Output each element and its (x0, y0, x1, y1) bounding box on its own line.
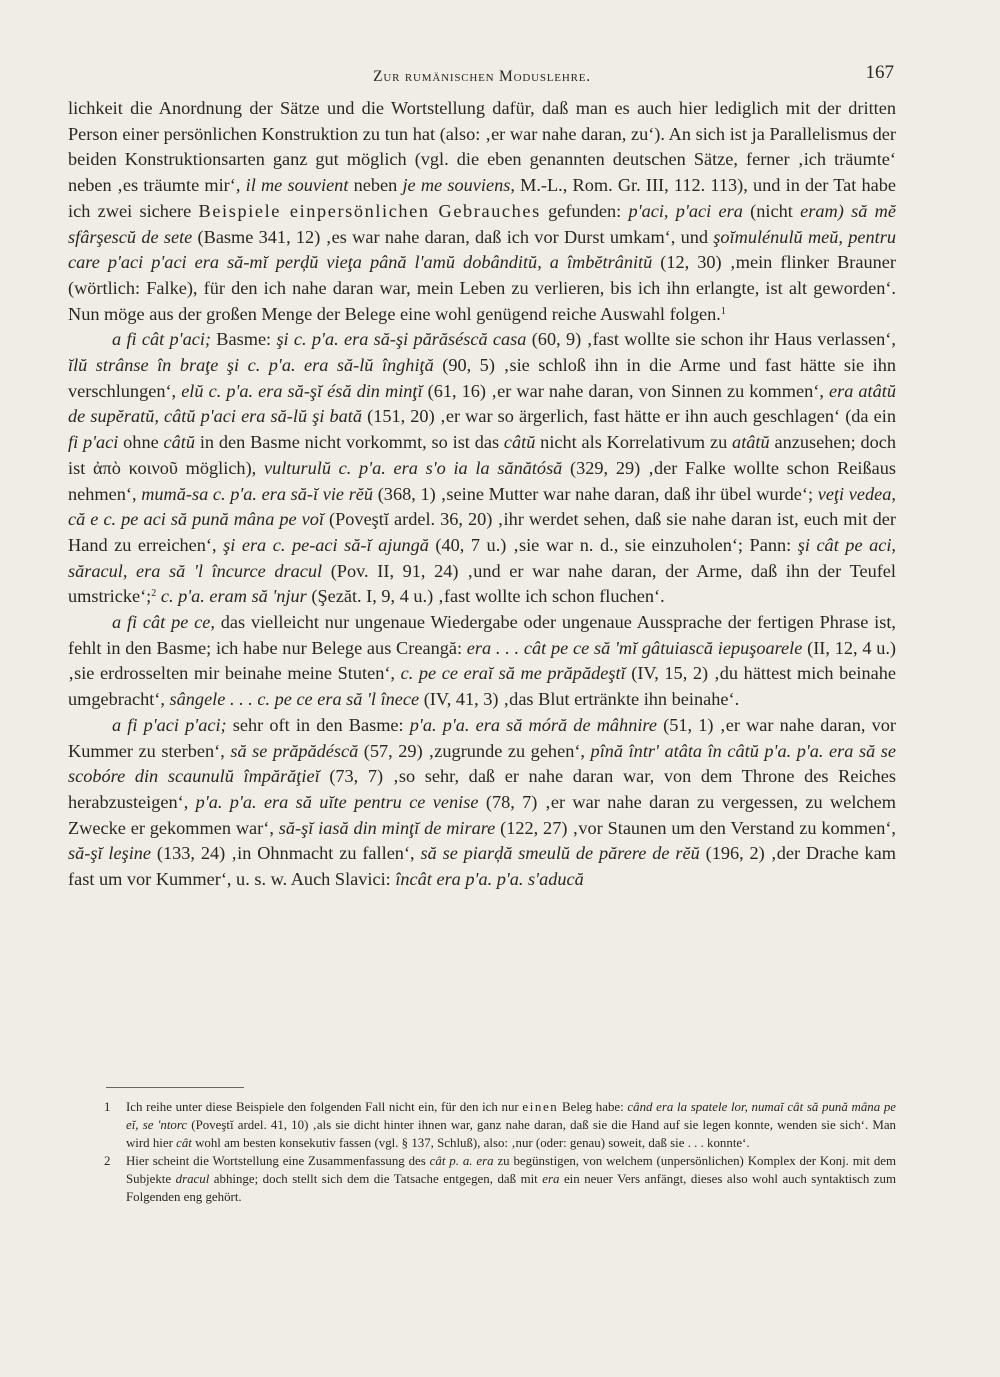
text-run: abhinge; doch stellt sich dem die Tatsache entgegen, daß mit (209, 1172, 543, 1186)
text-run: lichkeit die Anordnung der Sätze und die Wortstellung dafür, daß man es auch hier lediglich mit der dritten Person einer persönlichen Konstruktion zu tun hat (also: ‚er war nahe daran, zu‘). An sich ist ja Parallelismus der beiden Konstruktionsarten ganz gut möglich (vgl. die eben genannten deutschen Sätze, ferner ‚ich träumte‘ neben ‚es träumte mir‘, (68, 98, 896, 196)
italic-run: eram) să mĕ sfârşescŭ de sete (68, 200, 896, 247)
section-term: a fi cât p'aci; (112, 329, 211, 350)
text-run: (329, 29) ‚der Falke wollte schon Reißaus nehmen‘, (68, 457, 896, 504)
italic-run: veţi vedea, că e c. pe aci să pună mâna pe voĭ (68, 483, 896, 530)
text-run: sehr oft in den Basme: (226, 714, 410, 735)
italic-run: mumă-sa c. p'a. era să-ĭ vie rĕŭ (141, 483, 374, 504)
text-run: Basme: (211, 329, 277, 350)
section-term: a fi p'aci p'aci; (112, 714, 227, 735)
section-term: a fi cât pe ce, (112, 612, 215, 633)
text-run: (Pov. II, 91, 24) ‚und er war nahe daran, der Arme, daß ihn der Teufel umstricke‘; (68, 560, 896, 607)
italic-run: vulturulŭ c. p'a. era s'o ia la sănătósă (263, 457, 563, 478)
text-run: das vielleicht nur ungenaue Wiedergabe oder ungenaue Aussprache der fertigen Phrase ist, fehlt in den Basme; ich habe nur Belege aus Creangă: (68, 612, 897, 658)
italic-run: şi era c. pe-aci să-ĭ ajungă (223, 534, 429, 555)
italic-run: era atâtŭ de supĕratŭ, câtŭ p'aci era să-lŭ şi bată (68, 380, 896, 427)
page-header (70, 62, 894, 90)
paragraph-3 (68, 610, 896, 713)
text-run: (151, 20) ‚er war so ärgerlich, fast hätte er ihn auch geschlagen‘ (da ein (362, 406, 896, 427)
footnote-marker: 2 (104, 1154, 111, 1168)
paragraph-1 (68, 96, 896, 327)
text-run: (122, 27) ‚vor Staunen um den Verstand zu kommen‘, (495, 817, 896, 838)
text-run: in den Basme nicht vorkommt, so ist das (195, 432, 504, 453)
italic-run: sângele . . . c. pe ce era să 'l înece (169, 689, 420, 710)
text-run: nicht als Korrelativum zu (535, 432, 733, 453)
italic-run: p'aci, p'aci era (628, 200, 743, 221)
italic-run: dracul (175, 1172, 210, 1186)
text-run: wohl am besten konsekutiv fassen (vgl. § 137, Schluß), also: ‚nur (oder: genau) soweit, daß sie . . . konnte‘. (191, 1136, 750, 1150)
text-run: (90, 5) ‚sie schloß ihn in die Arme und fast hätte sie ihn verschlungen‘, (68, 355, 897, 401)
text-run: (Şezăt. I, 9, 4 u.) ‚fast wollte ich schon fluchen‘. (306, 586, 665, 607)
footnote-ref-1[interactable]: 1 (720, 305, 726, 317)
text-run: (IV, 41, 3) ‚das Blut ertränkte ihn beinahe‘. (419, 689, 740, 710)
italic-run: şi c. p'a. era să-şi părăséscă casa (276, 329, 527, 350)
text-run: (40, 7 u.) ‚sie war n. d., sie einzuholen‘; Pann: (428, 534, 798, 555)
footnote-2 (104, 1152, 896, 1206)
italic-run: şi cât pe aci, săracul, era să 'l încurce dracul (68, 534, 896, 581)
italic-run: să se piarḑă smeulŭ de părere de rĕŭ (420, 843, 700, 864)
text-run: (60, 9) ‚fast wollte sie schon ihr Haus verlassen‘, (526, 329, 896, 350)
italic-run: p'a. p'a. era să móră de mâhnire (409, 714, 657, 735)
text-run: (78, 7) ‚er war nahe daran zu vergessen, zu welchem Zwecke er gekommen war‘, (68, 791, 896, 838)
text-run: Hier scheint die Wortstellung eine Zusammenfassung des (126, 1154, 430, 1168)
italic-run: c. p'a. eram să 'njur (160, 586, 307, 607)
italic-run: cât p. a. era (429, 1154, 494, 1168)
text-run: (133, 24) ‚in Ohnmacht zu fallen‘, (151, 843, 421, 864)
italic-run: era . . . cât pe ce să 'mĭ gâtuiască iepuşoarele (466, 637, 803, 658)
text-run: anzusehen; doch ist ἀπὸ κοινοῦ möglich), (68, 432, 897, 478)
text-run: (II, 12, 4 u.) ‚sie erdrosselten mir beinahe meine Stuten‘, (68, 637, 897, 684)
text-run: Ich reihe unter diese Beispiele den folgenden Fall nicht ein, für den ich nur (126, 1100, 523, 1114)
italic-run: să se prăpădéscă (230, 740, 359, 761)
footnote-1 (104, 1098, 896, 1152)
text-run: (196, 2) ‚der Drache kam fast um vor Kummer‘, u. s. w. Auch Slavici: (68, 843, 897, 890)
text-run: (Poveştĭ ardel. 36, 20) ‚ihr werdet sehen, daß sie nahe daran ist, euch mit der Hand zu erreichen‘, (68, 509, 896, 555)
footnote-marker: 1 (104, 1100, 111, 1114)
text-run: (57, 29) ‚zugrunde zu gehen‘, (358, 740, 591, 761)
italic-run: câtŭ (503, 432, 536, 453)
paragraph-4 (68, 713, 896, 893)
italic-run: ĭlŭ strânse în braţe şi c. p'a. era să-lŭ înghiţă (68, 355, 434, 376)
italic-run: să-şĭ iasă din minţĭ de mirare (278, 817, 496, 838)
footnotes (104, 1098, 896, 1206)
italic-run: când era la spatele lor, numaĭ cât să pună mâna pe eĭ, se 'ntorc (126, 1100, 897, 1132)
italic-run: atâtŭ (732, 432, 770, 453)
italic-run: cât (176, 1136, 192, 1150)
italic-run: să-şĭ leşine (68, 843, 152, 864)
italic-run: il me souvient (245, 175, 349, 196)
italic-run: pînă într' atâta în câtŭ p'a. p'a. era să se scobóre din scaunulŭ împărăţieĭ (68, 740, 896, 787)
running-head: Zur rumänischen Moduslehre. (373, 68, 591, 85)
spaced-emphasis: einen (522, 1100, 559, 1114)
text-run: (IV, 15, 2) ‚du hättest mich beinahe umgebracht‘, (68, 663, 896, 710)
italic-run: p'a. p'a. era să uĭte pentru ce venise (195, 791, 479, 812)
text-run: (61, 16) ‚er war nahe daran, von Sinnen zu kommen‘, (422, 380, 829, 401)
text-run: ohne (118, 432, 164, 453)
text-run: (Poveştĭ ardel. 41, 10) ‚als sie dicht hinter ihnen war, ganz nahe daran, daß sie die Hand auf sie legen konnte, wenden sie sich‘. Man wird hier (126, 1118, 896, 1150)
text-run: (12, 30) ‚mein flinker Brauner (wörtlich: Falke), für den ich nahe daran war, mein Leben zu verlieren, bis ich ihn erlangte, ist alt geworden‘. Nun möge aus der großen Menge der Belege eine wohl genügend reiche Auswahl folgen. (68, 252, 896, 324)
page-number: 167 (865, 62, 894, 83)
text-run: (nicht (742, 200, 801, 221)
italic-run: câtŭ (163, 432, 196, 453)
text-run: M.-L., Rom. Gr. III, 112. 113), und in der Tat habe ich zwei sichere (68, 175, 897, 221)
italic-run: şoĭmulénulŭ meŭ, pentru care p'aci p'aci era să-mĭ perḑŭ vieţa până l'amŭ dobânditŭ, a îmbĕtrânitŭ (68, 226, 896, 273)
text-run: Beleg habe: (558, 1100, 628, 1114)
text-run: (73, 7) ‚so sehr, daß er nahe daran war, von dem Throne des Reiches herabzusteigen‘, (68, 766, 896, 812)
italic-run: fi p'aci (68, 432, 119, 453)
text-run: gefunden: (540, 200, 629, 221)
text-run: ein neuer Vers anfängt, dieses also wohl auch syntaktisch zum Folgenden eng gehört. (126, 1172, 896, 1204)
italic-run: elŭ c. p'a. era să-şĭ ésă din minţĭ (181, 380, 423, 401)
italic-run: c. pe ce eraĭ să me prăpădeştĭ (400, 663, 626, 684)
italic-run: era (542, 1172, 560, 1186)
text-run: neben (348, 175, 403, 196)
paragraph-2 (68, 327, 896, 610)
italic-run: încât era p'a. p'a. s'aducă (395, 869, 584, 890)
text-run: zu begünstigen, von welchem (unpersönlichen) Komplex der Konj. mit dem Subjekte (126, 1154, 897, 1186)
text-run: (51, 1) ‚er war nahe daran, vor Kummer zu sterben‘, (68, 714, 896, 761)
text-run: (Basme 341, 12) ‚es war nahe daran, daß ich vor Durst umkam‘, und (192, 226, 714, 247)
footnote-divider (106, 1087, 244, 1088)
text-run: (368, 1) ‚seine Mutter war nahe daran, daß ihr übel wurde‘; (373, 483, 818, 504)
italic-run: je me souviens, (402, 175, 515, 196)
main-text (68, 96, 896, 893)
footnote-ref-2[interactable]: 2 (151, 588, 157, 600)
spaced-emphasis: Beispiele einpersönlichen Gebrauches (198, 200, 541, 221)
